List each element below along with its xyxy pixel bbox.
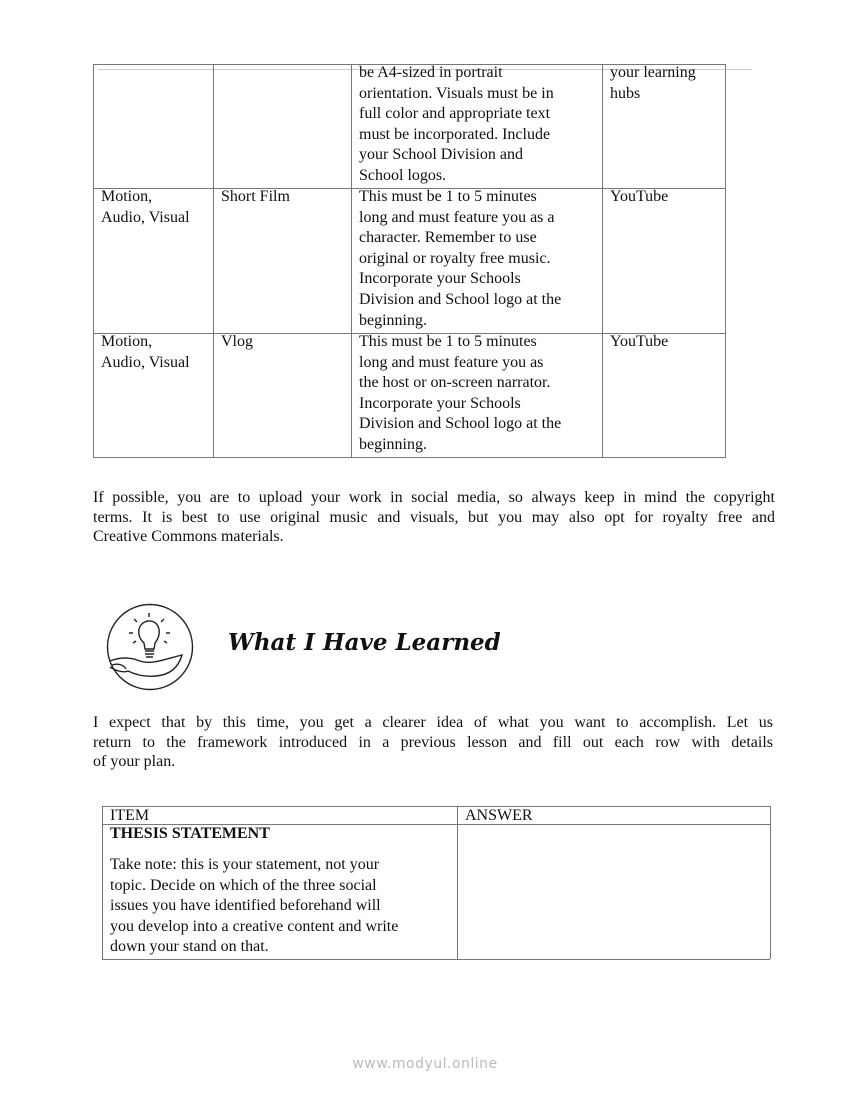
requirements-cell: This must be 1 to 5 minutes long and must feature you as the host or on-screen narrator. Incorporate your Schools Division and School logo at the beginning. [359, 333, 562, 453]
paragraph-line: of your plan. [93, 753, 176, 771]
type-cell: Short Film [221, 188, 290, 205]
paragraph-line: terms. It is best to use original music and visuals, but you may also opt for royalty free and [93, 508, 775, 526]
platform-cell: your learning hubs [610, 64, 696, 102]
format-cell: Motion, Audio, Visual [101, 333, 190, 371]
paragraph-line: return to the framework introduced in a previous lesson and fill out each row with details [93, 733, 773, 751]
platform-cell: YouTube [610, 333, 669, 350]
header-item: ITEM [110, 807, 150, 824]
paragraph-line: If possible, you are to upload your work in social media, so always keep in mind the copyright [93, 489, 775, 506]
thesis-statement-instructions: Take note: this is your statement, not your topic. Decide on which of the three social issues you have identified beforehand will you develop into a creative content and write down your stand on that. [110, 856, 399, 956]
intro-paragraph [93, 713, 773, 772]
requirements-cell: be A4-sized in portrait orientation. Visuals must be in full color and appropriate text must be incorporated. Include your School Division and School logos. [359, 64, 554, 184]
lightbulb-hand-icon [106, 603, 194, 691]
thesis-answer-cell[interactable] [458, 825, 769, 958]
section-title: What I Have Learned [228, 629, 501, 656]
platform-cell: YouTube [610, 188, 669, 205]
paragraph-line: Creative Commons materials. [93, 528, 284, 546]
thesis-statement-label: THESIS STATEMENT [110, 825, 270, 842]
type-cell: Vlog [221, 333, 253, 350]
header-answer: ANSWER [465, 807, 533, 824]
paragraph-line: I expect that by this time, you get a clearer idea of what you want to accomplish. Let us [93, 714, 773, 731]
requirements-cell: This must be 1 to 5 minutes long and must feature you as a character. Remember to use original or royalty free music. Incorporate your Schools Division and School logo at the beginning. [359, 188, 562, 329]
copyright-paragraph [93, 488, 775, 547]
format-cell: Motion, Audio, Visual [101, 188, 190, 226]
footer-watermark: www.modyul.online [352, 1056, 498, 1072]
